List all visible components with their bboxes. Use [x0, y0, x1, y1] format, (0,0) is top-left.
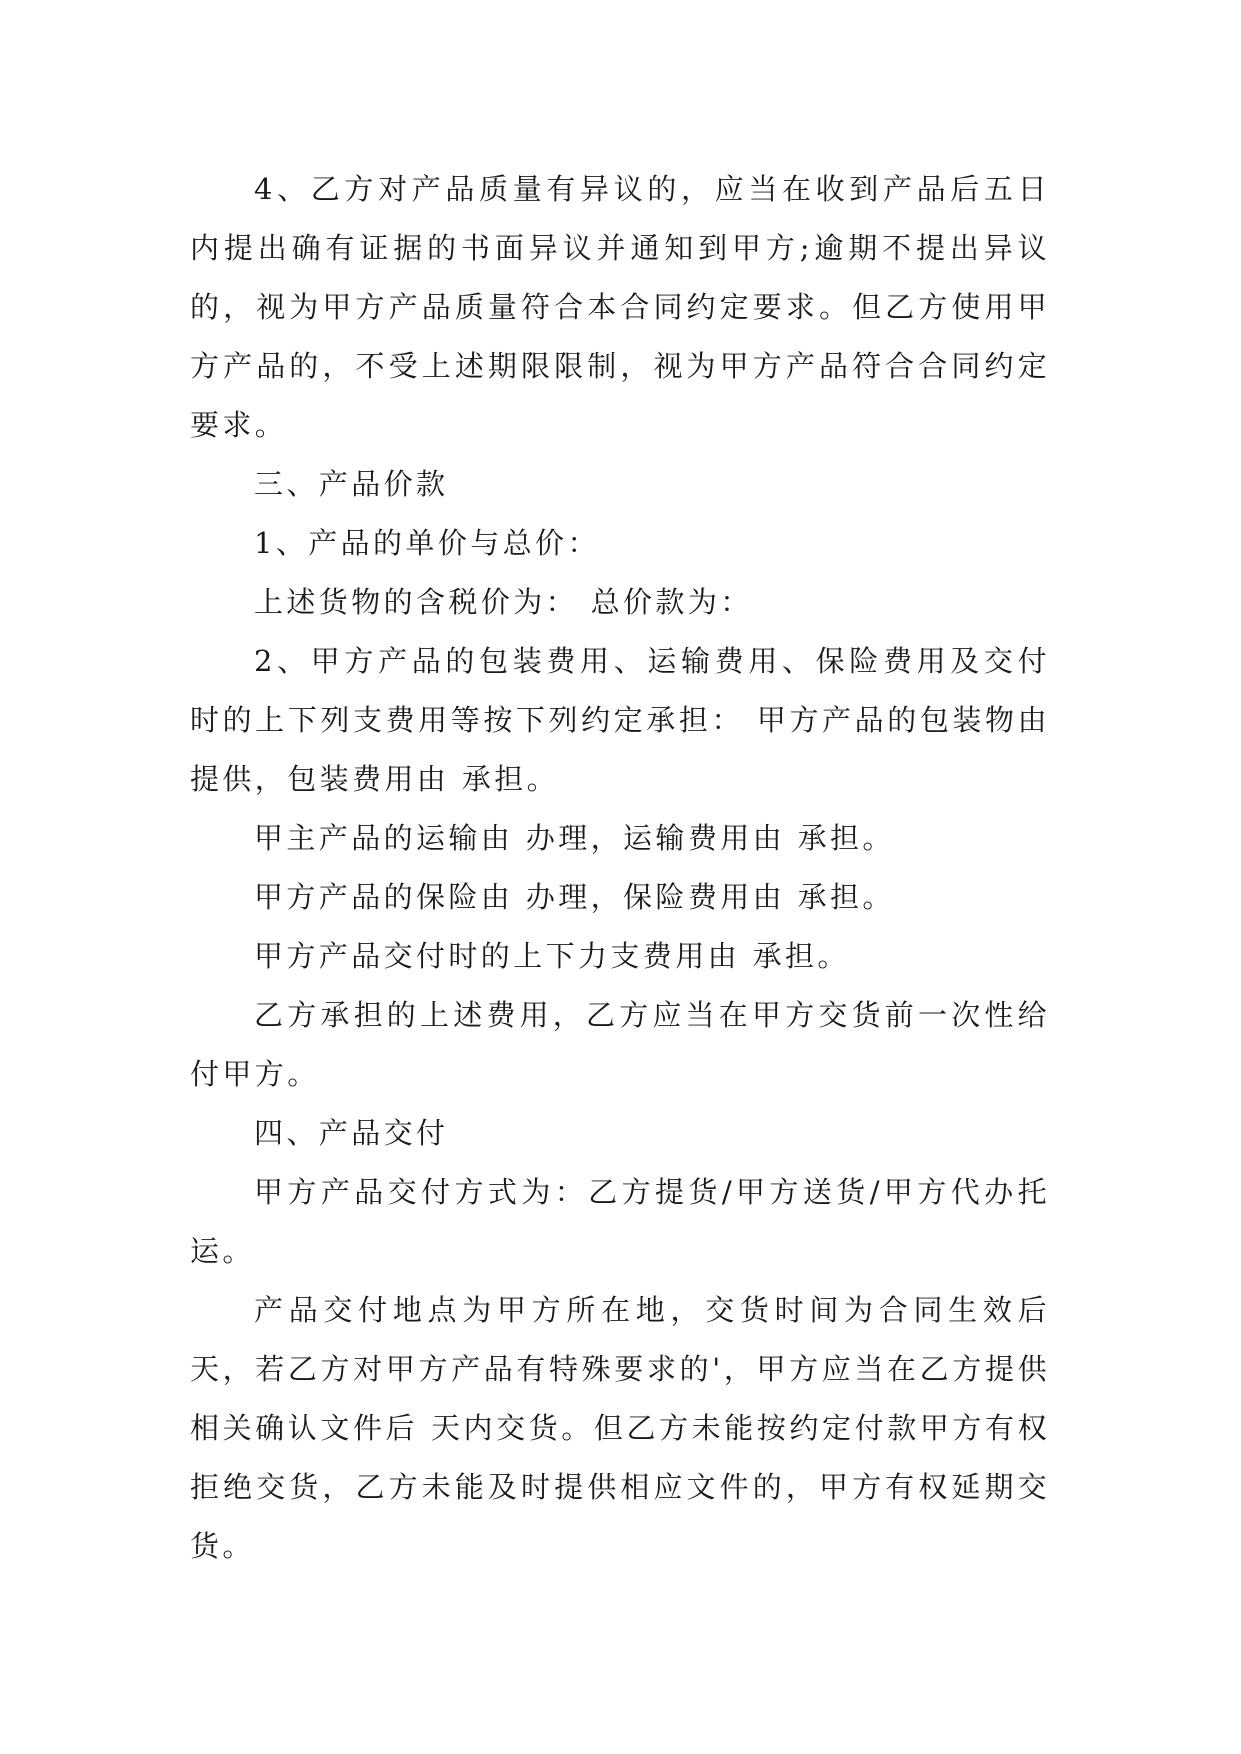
paragraph-delivery-method: 甲方产品交付方式为：乙方提货/甲方送货/甲方代办托运。: [190, 1175, 1050, 1268]
section-heading-delivery: 四、产品交付: [254, 1116, 449, 1150]
paragraph-delivery-costs: 甲方产品交付时的上下力支费用由 承担。: [254, 939, 850, 973]
paragraph-unit-total-price: 1、产品的单价与总价：: [254, 526, 600, 560]
paragraph-delivery-location-time: 产品交付地点为甲方所在地，交货时间为合同生效后 天，若乙方对甲方产品有特殊要求的'，甲方应当在乙方提供相关确认文件后 天内交货。但乙方未能按约定付款甲方有权拒绝交货，乙方未能及时提供相应文件的，甲方有权延期交货。: [190, 1293, 1050, 1563]
document-body: [190, 160, 1050, 1576]
paragraph-quality-objection: 4、乙方对产品质量有异议的，应当在收到产品后五日内提出确有证据的书面异议并通知到甲方;逾期不提出异议的，视为甲方产品质量符合本合同约定要求。但乙方使用甲方产品的，不受上述期限限制，视为甲方产品符合合同约定要求。: [190, 172, 1050, 442]
section-heading-price: 三、产品价款: [254, 467, 449, 501]
paragraph-prepayment: 乙方承担的上述费用，乙方应当在甲方交货前一次性给付甲方。: [190, 998, 1050, 1091]
paragraph-insurance: 甲方产品的保险由 办理，保险费用由 承担。: [254, 880, 895, 914]
paragraph-transport: 甲主产品的运输由 办理，运输费用由 承担。: [254, 821, 895, 855]
paragraph-cost-allocation: 2、甲方产品的包装费用、运输费用、保险费用及交付时的上下列支费用等按下列约定承担： 甲方产品的包装物由 提供，包装费用由 承担。: [190, 644, 1050, 796]
paragraph-tax-inclusive-price: 上述货物的含税价为： 总价款为：: [254, 585, 753, 619]
